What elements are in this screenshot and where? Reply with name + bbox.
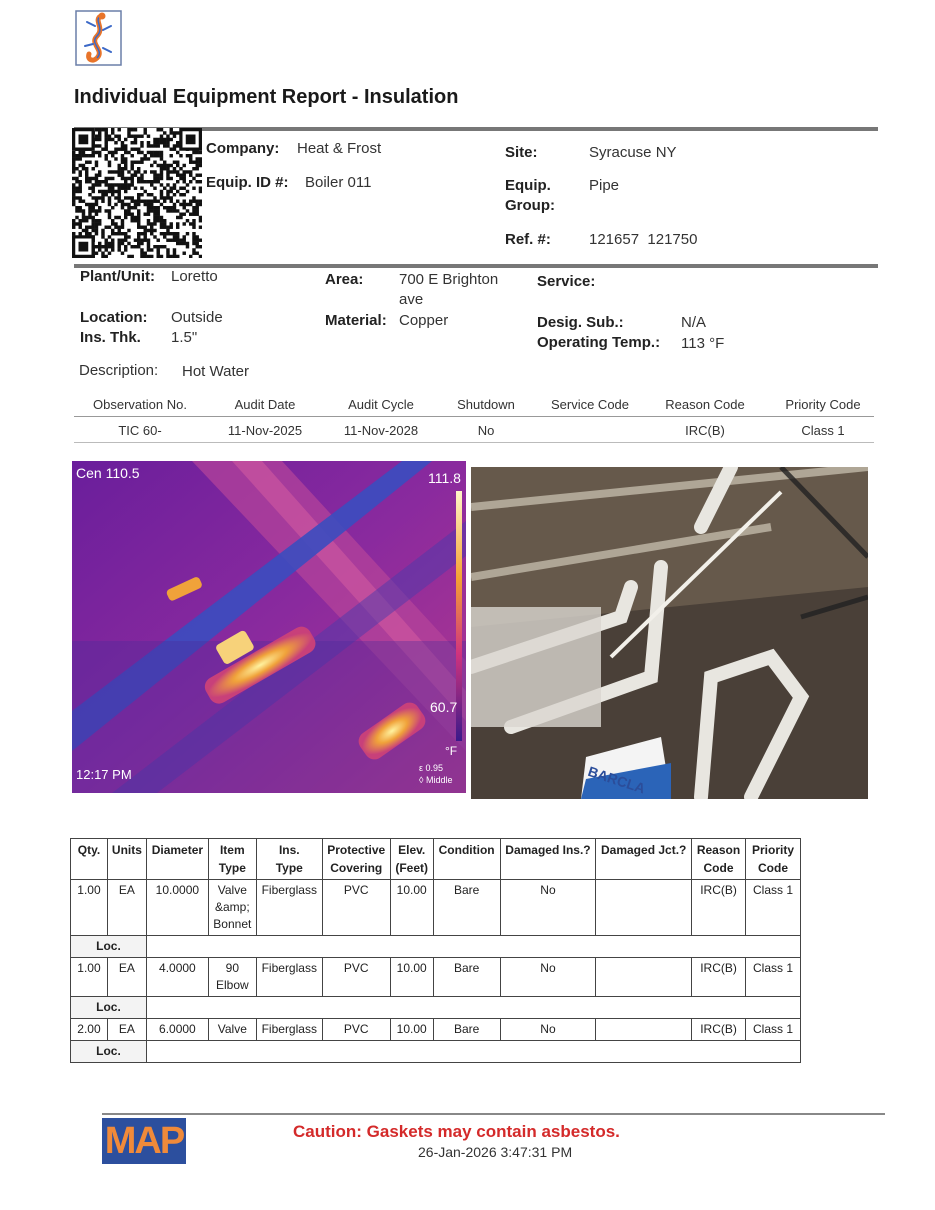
table-cell-priority: Class 1 xyxy=(746,958,801,997)
table-cell-item xyxy=(208,958,256,997)
table-header xyxy=(433,839,500,880)
description-value: Hot Water xyxy=(182,363,249,380)
material-label: Material: xyxy=(325,312,387,329)
table-cell-dmg-jct xyxy=(596,880,692,936)
table-header-line: (Feet) xyxy=(395,861,429,875)
table-header-line: Code xyxy=(703,861,734,875)
table-header xyxy=(596,839,692,880)
loc-row xyxy=(71,997,801,1019)
site-label: Site: xyxy=(505,144,538,161)
ins-thk-value: 1.5" xyxy=(171,329,198,346)
operating-temp-label: Operating Temp.: xyxy=(537,334,661,351)
table-cell-ins: Fiberglass xyxy=(256,880,322,936)
table-header xyxy=(746,839,801,880)
table-header-line: Damaged Ins.? xyxy=(505,843,591,857)
table-header-line: Code xyxy=(758,861,788,875)
table-header-line: Type xyxy=(275,861,303,875)
photo-sign-text: BARCLA xyxy=(586,763,648,797)
table-cell-dmg-ins: No xyxy=(500,958,596,997)
thermal-min-temp: 60.7 xyxy=(430,699,458,715)
gecko-logo xyxy=(75,10,122,66)
table-cell-cover: PVC xyxy=(322,1019,390,1041)
table-cell-cond: Bare xyxy=(433,1019,500,1041)
table-cell-elev: 10.00 xyxy=(390,880,433,936)
observation-header: Priority Code xyxy=(785,397,861,412)
table-cell-priority: Class 1 xyxy=(746,880,801,936)
table-header-line: Damaged Jct.? xyxy=(601,843,687,857)
observation-value: 11-Nov-2028 xyxy=(343,423,419,438)
operating-temp-value: 113 °F xyxy=(681,335,725,352)
table-row xyxy=(71,958,801,997)
table-header xyxy=(500,839,596,880)
table-header-line: Diameter xyxy=(151,843,204,857)
footer-rule xyxy=(102,1113,885,1115)
thermal-center-label: Cen 110.5 xyxy=(76,465,140,481)
equip-group-label-2: Group: xyxy=(505,197,555,214)
observation-strip xyxy=(74,394,874,444)
loc-value xyxy=(146,997,800,1019)
loc-label: Loc. xyxy=(71,997,147,1019)
table-cell-reason: IRC(B) xyxy=(692,880,746,936)
table-header-line: Item xyxy=(219,843,245,857)
table-cell-reason: IRC(B) xyxy=(692,958,746,997)
location-value: Outside xyxy=(171,309,223,326)
table-cell-dmg-ins: No xyxy=(500,880,596,936)
material-value: Copper xyxy=(399,312,449,329)
area-value-2: ave xyxy=(399,291,424,308)
table-header-line: Qty. xyxy=(77,843,101,857)
table-header-line: Type xyxy=(218,861,246,875)
area-value-1: 700 E Brighton xyxy=(399,271,499,288)
table-cell-qty: 1.00 xyxy=(71,958,108,997)
map-logo xyxy=(102,1118,186,1164)
table-header xyxy=(71,839,108,880)
report-title: Individual Equipment Report - Insulation xyxy=(74,86,459,108)
table-cell-elev: 10.00 xyxy=(390,958,433,997)
observation-value: IRC(B) xyxy=(685,423,725,438)
company-label: Company: xyxy=(206,140,280,157)
table-header-line: Elev. xyxy=(398,843,426,857)
desig-sub-value: N/A xyxy=(681,314,707,331)
description-label: Description: xyxy=(79,362,159,379)
table-cell-dmg-jct xyxy=(596,958,692,997)
table-cell-elev: 10.00 xyxy=(390,1019,433,1041)
location-label: Location: xyxy=(80,309,148,326)
observation-header: Service Code xyxy=(550,397,630,412)
table-cell-units: EA xyxy=(107,958,146,997)
observation-header: Shutdown xyxy=(457,397,515,412)
item-type-line: Bonnet xyxy=(213,917,252,931)
qr-code xyxy=(72,128,202,258)
ref-label: Ref. #: xyxy=(505,231,551,248)
table-header xyxy=(146,839,208,880)
table-row xyxy=(71,1019,801,1041)
loc-value xyxy=(146,936,800,958)
table-header-line: Units xyxy=(111,843,142,857)
table-header-line: Covering xyxy=(330,861,383,875)
table-header xyxy=(208,839,256,880)
table-header xyxy=(692,839,746,880)
observation-value: No xyxy=(477,423,495,438)
table-header-line: Ins. xyxy=(278,843,300,857)
observation-value: TIC 60- xyxy=(118,423,162,438)
equip-group-label-1: Equip. xyxy=(505,177,551,194)
table-cell-cond: Bare xyxy=(433,958,500,997)
table-header-line: Priority xyxy=(751,843,794,857)
equipment-photo xyxy=(471,467,868,799)
loc-row xyxy=(71,1041,801,1063)
ins-thk-label: Ins. Thk. xyxy=(80,329,141,346)
table-header-line: Reason xyxy=(696,843,741,857)
observation-header: Audit Cycle xyxy=(348,397,414,412)
print-timestamp: 26-Jan-2026 3:47:31 PM xyxy=(418,1144,573,1160)
observation-header: Audit Date xyxy=(234,397,296,412)
ref-value: 121657 121750 xyxy=(589,231,698,248)
table-cell-diameter: 6.0000 xyxy=(146,1019,208,1041)
equip-group-value: Pipe xyxy=(589,177,620,194)
observation-header: Reason Code xyxy=(665,397,745,412)
table-cell-cond: Bare xyxy=(433,880,500,936)
loc-row xyxy=(71,936,801,958)
thermal-time: 12:17 PM xyxy=(76,767,132,782)
observation-header: Observation No. xyxy=(93,397,187,412)
table-header xyxy=(322,839,390,880)
table-cell-cover: PVC xyxy=(322,880,390,936)
site-value: Syracuse NY xyxy=(589,144,677,161)
table-header-line: Protective xyxy=(327,843,386,857)
thermal-mode: ◊ Middle xyxy=(419,775,453,785)
thermal-image xyxy=(72,461,466,793)
plant-value: Loretto xyxy=(171,268,218,285)
equip-id-label: Equip. ID #: xyxy=(206,174,289,191)
table-header xyxy=(390,839,433,880)
plant-label: Plant/Unit: xyxy=(80,268,155,285)
item-type-line: Valve xyxy=(217,883,247,897)
table-cell-dmg-ins: No xyxy=(500,1019,596,1041)
table-header xyxy=(256,839,322,880)
thermal-emissivity: ε 0.95 xyxy=(419,763,444,773)
table-cell-qty: 2.00 xyxy=(71,1019,108,1041)
table-cell-diameter: 4.0000 xyxy=(146,958,208,997)
table-cell-ins: Fiberglass xyxy=(256,958,322,997)
item-type-line: Elbow xyxy=(215,978,249,992)
caution-text: Caution: Gaskets may contain asbestos. xyxy=(293,1122,620,1141)
item-type-line: 90 xyxy=(225,961,239,975)
observation-value: 11-Nov-2025 xyxy=(227,423,303,438)
table-row xyxy=(71,880,801,936)
table-cell-dmg-jct xyxy=(596,1019,692,1041)
item-type-line: &amp; xyxy=(214,900,250,914)
table-cell-diameter: 10.0000 xyxy=(146,880,208,936)
table-header-line: Condition xyxy=(438,843,495,857)
company-value: Heat & Frost xyxy=(297,140,382,157)
loc-label: Loc. xyxy=(71,1041,147,1063)
table-cell-units: EA xyxy=(107,1019,146,1041)
loc-value xyxy=(146,1041,800,1063)
table-cell-priority: Class 1 xyxy=(746,1019,801,1041)
item-type-line: Valve xyxy=(217,1022,247,1036)
table-cell-qty: 1.00 xyxy=(71,880,108,936)
table-cell-units: EA xyxy=(107,880,146,936)
thermal-unit: °F xyxy=(445,744,458,758)
table-cell-reason: IRC(B) xyxy=(692,1019,746,1041)
map-logo-text: MAP xyxy=(104,1120,184,1162)
table-cell-ins: Fiberglass xyxy=(256,1019,322,1041)
table-cell-item xyxy=(208,1019,256,1041)
desig-sub-label: Desig. Sub.: xyxy=(537,314,624,331)
equip-id-value: Boiler 011 xyxy=(305,174,372,191)
area-label: Area: xyxy=(325,271,364,288)
loc-label: Loc. xyxy=(71,936,147,958)
thermal-max-temp: 111.8 xyxy=(428,470,461,486)
observation-value: Class 1 xyxy=(801,423,845,438)
table-cell-item xyxy=(208,880,256,936)
table-header xyxy=(107,839,146,880)
equipment-table xyxy=(70,838,801,1063)
table-cell-cover: PVC xyxy=(322,958,390,997)
service-label: Service: xyxy=(537,273,596,290)
